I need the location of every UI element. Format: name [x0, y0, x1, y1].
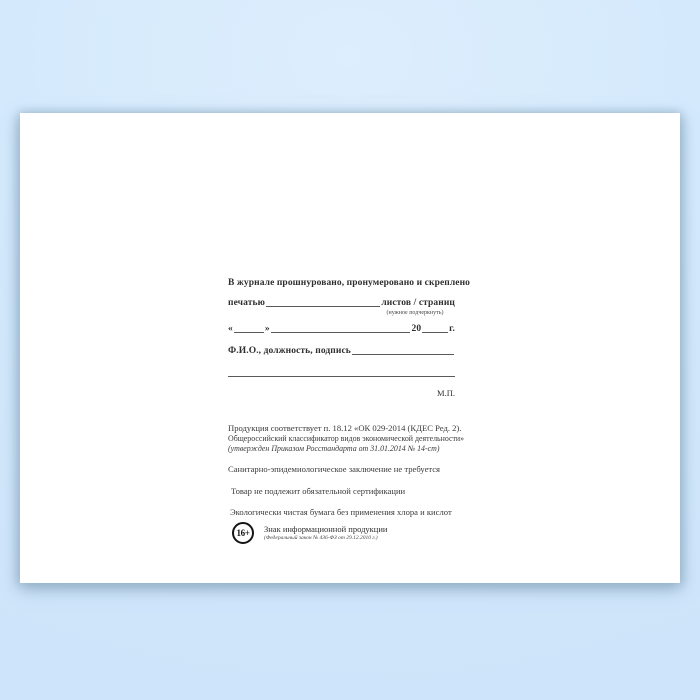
- eco-paper-statement: Экологически чистая бумага без применения хлора и кислот: [230, 507, 452, 517]
- seal-placeholder: М.П.: [437, 388, 455, 398]
- binding-statement-title: В журнале прошнуровано, пронумеровано и скреплено: [228, 278, 471, 288]
- close-quote: »: [264, 324, 270, 334]
- age-rating-text: [264, 525, 387, 541]
- year-suffix: г.: [449, 324, 455, 334]
- open-quote: «: [228, 324, 233, 334]
- age-16-plus-icon: 16+: [232, 522, 254, 544]
- compliance-line-3: (утвержден Приказом Росстандарта от 31.01.2014 № 14-ст): [228, 444, 440, 453]
- date-line: [228, 324, 455, 334]
- okved-compliance-note: [228, 423, 465, 454]
- sheets-pages-line: [228, 298, 455, 308]
- imprint-text-column: [228, 278, 471, 568]
- blank-underline-signature: [352, 353, 454, 355]
- journal-back-page: [20, 113, 680, 583]
- sanitary-statement: Санитарно-эпидемиологическое заключение не требуется: [228, 464, 441, 474]
- compliance-line-1: Продукция соответствует п. 18.12 «ОК 029-2014 (КДЕС Ред. 2).: [228, 423, 462, 433]
- blank-underline: [266, 305, 380, 307]
- year-prefix: 20: [411, 324, 422, 334]
- underline-instruction-note: (нужное подчеркнуть): [386, 310, 444, 316]
- signature-label: Ф.И.О., должность, подпись: [228, 346, 351, 356]
- sheets-pages-label: листов / страниц: [381, 298, 455, 308]
- information-product-label: Знак информационной продукции: [264, 524, 388, 534]
- blank-underline-day: [234, 331, 264, 333]
- blank-underline-month: [271, 331, 411, 333]
- blank-underline-year: [422, 331, 448, 333]
- seal-label: печатью: [228, 298, 265, 308]
- compliance-line-2: Общероссийский классификатор видов экономической деятельности»: [228, 434, 465, 443]
- age-rating-row: [232, 522, 387, 544]
- federal-law-note: (Федеральный закон № 436-ФЗ от 29.12.2010 г.): [264, 535, 378, 541]
- signature-line: [228, 346, 455, 356]
- certification-statement: Товар не подлежит обязательной сертификации: [231, 486, 406, 496]
- blank-underline-full: [228, 368, 455, 377]
